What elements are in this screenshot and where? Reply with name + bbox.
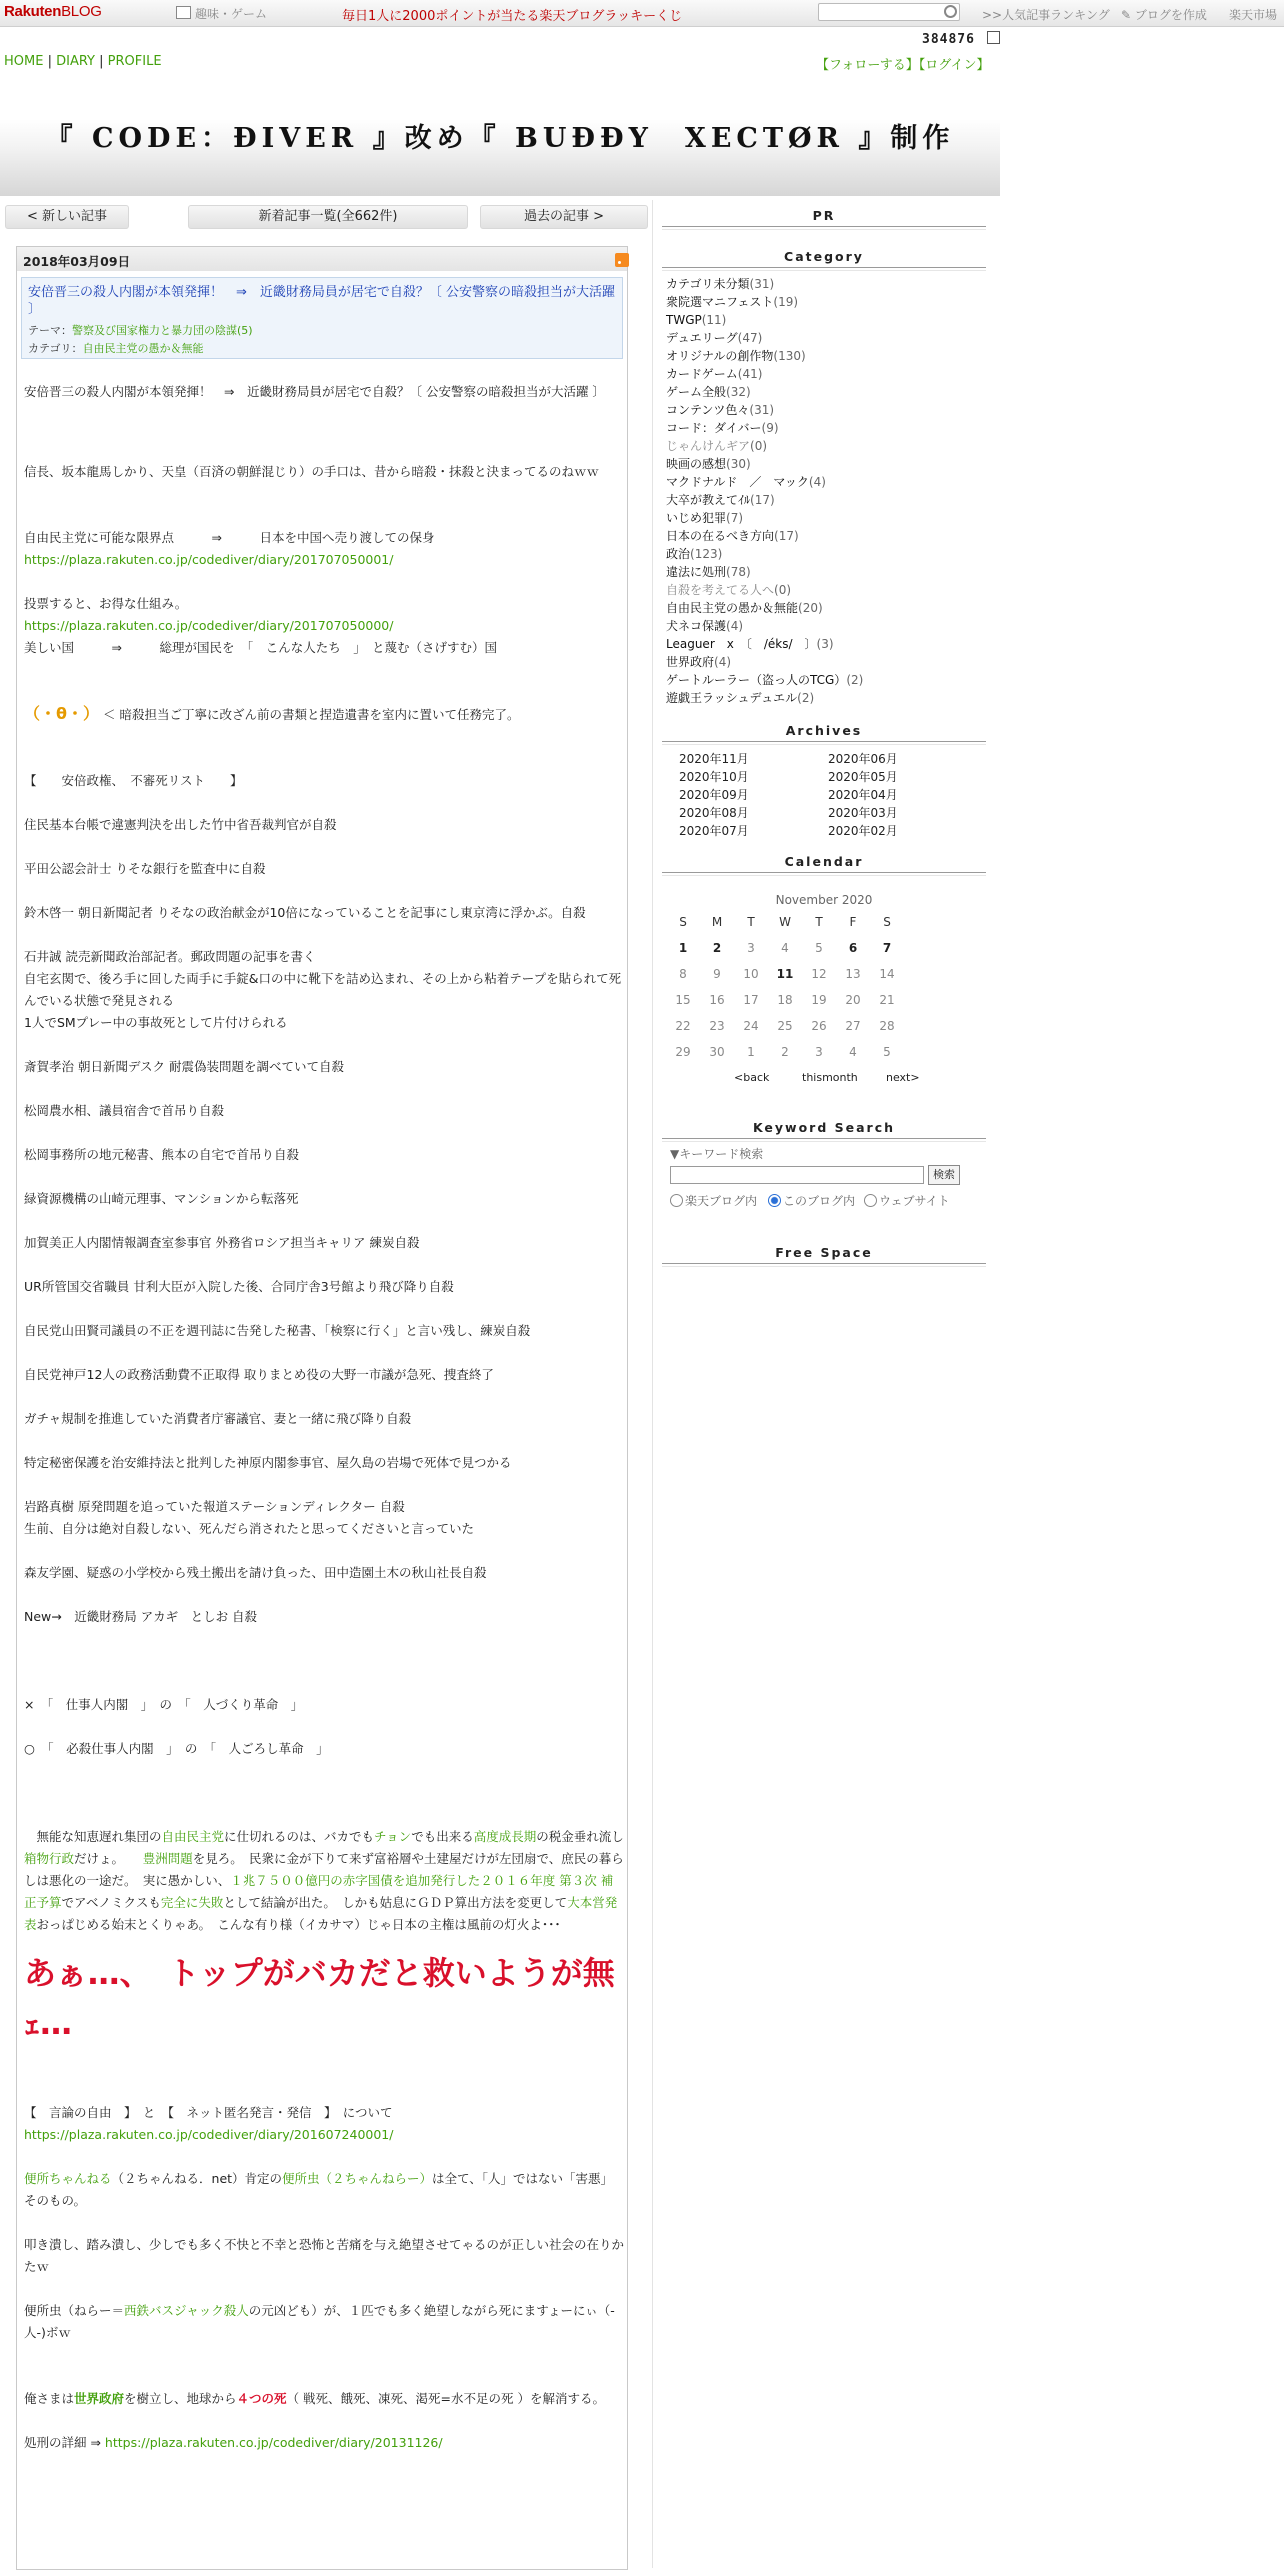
- category-item[interactable]: [666, 635, 863, 653]
- calendar-day: 5: [883, 1045, 891, 1059]
- category-link[interactable]: デュエリーグ: [666, 331, 738, 345]
- rakuten-blog-logo[interactable]: [4, 3, 102, 20]
- hobby-games-link[interactable]: [176, 5, 267, 22]
- calendar-next-link[interactable]: next>: [886, 1071, 920, 1084]
- calendar-back-link[interactable]: <back: [734, 1071, 770, 1084]
- category-item[interactable]: [666, 527, 863, 545]
- radio-circle[interactable]: [864, 1194, 877, 1207]
- category-link[interactable]: コード：ダイバー: [666, 421, 762, 435]
- list-item: 自民党山田賢司議員の不正を週刊誌に告発した秘書、「検察に行く」と言い残し、練炭自殺: [24, 1323, 531, 1338]
- calendar-day: 15: [675, 993, 691, 1007]
- site-title[interactable]: 『 CODE：ĐIVER 』改め『 BUĐĐY XECTØR 』制作: [45, 123, 955, 154]
- category-heading: Category: [662, 249, 986, 268]
- list-item: UR所管国交省職員 甘利大臣が入院した後、合同庁舎3号館より飛び降り自殺: [24, 1279, 454, 1294]
- category-count: (11): [701, 313, 727, 327]
- list-item: 松岡事務所の地元秘書、熊本の自宅で首吊り自殺: [24, 1147, 300, 1162]
- list-item: 緑資源機構の山崎元理事、マンションから転落死: [24, 1191, 299, 1206]
- category-item[interactable]: [666, 347, 863, 365]
- inline-link[interactable]: 便所虫（２ちゃんねらー）: [282, 2171, 433, 2186]
- archive-link[interactable]: 2020年09月: [679, 788, 749, 802]
- category-count: (7): [726, 511, 744, 525]
- theme-label: テーマ：: [28, 324, 72, 337]
- category-count: (30): [726, 457, 751, 471]
- nav-home[interactable]: HOME: [4, 54, 44, 69]
- category-count: (47): [737, 331, 763, 345]
- hobby-label: 趣味・ゲーム: [195, 7, 268, 21]
- calendar-day: 16: [709, 993, 725, 1007]
- inline-link[interactable]: 西鉄バスジャック殺人: [124, 2303, 249, 2318]
- category-count: (4): [714, 655, 732, 669]
- category-link[interactable]: いじめ犯罪: [666, 511, 727, 525]
- list-item: 斎賀孝治 朝日新聞デスク 耐震偽装問題を調べていて自殺: [24, 1059, 344, 1074]
- category-item[interactable]: [666, 437, 863, 455]
- category-count: (19): [773, 295, 799, 309]
- category-item[interactable]: [666, 383, 863, 401]
- calendar-day: 5: [815, 941, 823, 955]
- category-item[interactable]: [666, 671, 863, 689]
- calendar-day: 10: [743, 967, 759, 981]
- calendar-weekday: S: [679, 915, 687, 929]
- calendar-weekday: T: [747, 915, 755, 929]
- diary-link[interactable]: https://plaza.rakuten.co.jp/codediver/diary/201707050001/: [24, 552, 394, 567]
- category-link[interactable]: 違法に処刑: [666, 565, 727, 579]
- calendar-weekday: M: [711, 915, 723, 929]
- inline-link[interactable]: １兆７５００億円の赤字国債を追加発行した２０１６年度 第３次 補正予算: [24, 1873, 614, 1910]
- make-blog-label: ブログを作成: [1134, 8, 1207, 22]
- category-count: (2): [846, 673, 864, 687]
- inline-link[interactable]: 高度成長期: [473, 1829, 537, 1844]
- archive-link[interactable]: 2020年07月: [679, 824, 749, 838]
- body-paragraph: 無能な知恵遅れ集団の自由民主党に仕切れるのは、バカでもチョンでも出来る高度成長期の税金垂れ流し箱物行政だけょ。 豊洲問題を見ろ。 民衆に金が下りて来ず富裕層や土建屋だけが左団扇で、庶民の暮らしは悪化の一途だ。 実に愚かしい、１兆７５００億円の赤字国債を追加発行した２０１６年度 第３次 補正予算でアベノミクスも完全に失敗として結論が出た。 しかも姑息にＧＤＰ算出方法を変更して大本営発表おっぱじめる始末とくりゃあ。 こんな有り様（イカサマ）じゃ日本の主権は風前の灯火よ･･･: [24, 1829, 624, 1932]
- archive-link[interactable]: 2020年05月: [828, 770, 898, 784]
- category-count: (32): [726, 385, 751, 399]
- category-item[interactable]: [666, 473, 863, 491]
- calendar-heading: Calendar: [662, 854, 986, 873]
- pencil-icon: ✎: [1121, 8, 1135, 22]
- body-text: 信長、坂本龍馬しかり、天皇（百済の朝鮮混じり）の手口は、昔から暗殺・抹殺と決まってるのねｗｗ: [24, 464, 600, 479]
- calendar-day: 26: [811, 1019, 827, 1033]
- nav-separator: |: [43, 54, 57, 69]
- calendar-day: 30: [709, 1045, 725, 1059]
- category-count: (3): [816, 637, 834, 651]
- list-item: 松岡農水相、議員宿舎で首吊り自殺: [24, 1103, 225, 1118]
- post-list-button[interactable]: 新着記事一覧(全662件): [188, 205, 468, 229]
- diary-link[interactable]: https://plaza.rakuten.co.jp/codediver/diary/20131126/: [104, 2435, 443, 2450]
- post-category: [28, 340, 204, 356]
- category-count: (0): [750, 439, 768, 453]
- category-link[interactable]: 世界政府: [666, 655, 715, 669]
- category-count: (9): [761, 421, 779, 435]
- follow-button[interactable]: 【フォローする】: [816, 58, 919, 73]
- body-text: 自由民主党に可能な限界点 ⇒ 日本を中国へ売り渡しての保身: [24, 530, 435, 545]
- calendar-weekday: W: [779, 915, 791, 929]
- list-item: 自民党神戸12人の政務活動費不正取得 取りまとめ役の大野一市議が急死、捜査終了: [24, 1367, 494, 1382]
- category-count: (2): [797, 691, 815, 705]
- calendar-day[interactable]: 7: [882, 941, 892, 955]
- category-count: (78): [726, 565, 751, 579]
- list-item: New→ 近畿財務局 アカギ としお 自殺: [24, 1609, 258, 1624]
- category-link[interactable]: 自由民主党の愚か＆無能: [666, 601, 799, 615]
- post-header: [21, 277, 623, 359]
- category-item[interactable]: [666, 617, 863, 635]
- face-emoticon: （・θ・）: [24, 704, 99, 723]
- category-item[interactable]: [666, 311, 863, 329]
- logo-sub: BLOG: [61, 3, 102, 20]
- category-link[interactable]: ゲートルーラー（盗っ人のTCG）: [666, 673, 847, 687]
- category-count: (130): [773, 349, 806, 363]
- archive-link[interactable]: 2020年03月: [828, 806, 898, 820]
- category-count: (123): [690, 547, 723, 561]
- external-window-icon[interactable]: [987, 31, 1000, 44]
- calendar-day: 9: [713, 967, 721, 981]
- older-post-button[interactable]: 過去の記事 >: [480, 205, 648, 229]
- list-item: 平田公認会計士 りそな銀行を監査中に自殺: [24, 861, 266, 876]
- keyword-search-heading: Keyword Search: [662, 1120, 986, 1139]
- list-item: 森友学園、疑惑の小学校から残土搬出を請け負った、田中造園土木の秋山社長自殺: [24, 1565, 487, 1580]
- calendar-day: 29: [675, 1045, 691, 1059]
- list-heading: 【 安倍政権、 不審死リスト 】: [24, 773, 243, 788]
- archive-link[interactable]: 2020年10月: [679, 770, 749, 784]
- rss-icon[interactable]: [615, 253, 629, 267]
- category-link[interactable]: 遊戯王ラッシュデュエル: [666, 691, 798, 705]
- calendar-day: 3: [815, 1045, 823, 1059]
- body-text: ○ 「 必殺仕事人内閣 」 の 「 人ごろし革命 」: [24, 1741, 329, 1756]
- calendar-day: 20: [845, 993, 861, 1007]
- post-body: [24, 381, 624, 2454]
- calendar-day: 17: [743, 993, 759, 1007]
- list-item: ガチャ規制を推進していた消費者庁審議官、妻と一緒に飛び降り自殺: [24, 1411, 412, 1426]
- category-count: (4): [808, 475, 826, 489]
- top-search-input[interactable]: [818, 3, 960, 21]
- category-count: (20): [798, 601, 823, 615]
- category-count: (41): [737, 367, 763, 381]
- keyword-search-input[interactable]: [670, 1166, 924, 1184]
- emphasis-heading: あぁ…、 トップがバカだと救いようが無ｪ…: [24, 1954, 615, 2042]
- category-item[interactable]: [666, 365, 863, 383]
- popular-ranking-link[interactable]: >>人気記事ランキング: [982, 8, 1110, 22]
- category-item[interactable]: [666, 599, 863, 617]
- category-icon: [176, 6, 191, 19]
- category-item[interactable]: [666, 293, 863, 311]
- body-paragraph: 便所虫（ねらー＝西鉄バスジャック殺人の元凶ども）が、１匹でも多く絶望しながら死にますょーにぃ（-人-)ボｗ: [24, 2303, 615, 2340]
- calendar-day: 23: [709, 1019, 725, 1033]
- archive-link[interactable]: 2020年11月: [679, 752, 749, 766]
- list-item: 加賀美正人内閣情報調査室参事官 外務省ロシア担当キャリア 練炭自殺: [24, 1235, 420, 1250]
- top-bar: [0, 0, 1284, 27]
- post-date: 2018年03月09日: [23, 254, 131, 269]
- calendar-day: 8: [679, 967, 687, 981]
- header-banner: [0, 78, 1000, 196]
- calendar-day: 18: [777, 993, 793, 1007]
- list-item: 石井誠 読売新聞政治部記者。郵政問題の記事を書く: [24, 949, 316, 964]
- category-count: (31): [749, 277, 775, 291]
- calendar-weekday: S: [883, 915, 891, 929]
- calendar-day: 4: [781, 941, 789, 955]
- nav-diary[interactable]: DIARY: [56, 54, 95, 69]
- calendar-day[interactable]: 11: [776, 967, 794, 981]
- calendar-day[interactable]: 6: [848, 941, 858, 955]
- body-text: 投票すると、お得な仕組み。: [24, 596, 188, 611]
- category-item[interactable]: [666, 275, 863, 293]
- inline-link[interactable]: 完全に失敗: [160, 1895, 224, 1910]
- category-link[interactable]: マクドナルド ／ マック: [666, 475, 809, 489]
- calendar-day: 14: [879, 967, 895, 981]
- body-text: × 「 仕事人内閣 」 の 「 人づくり革命 」: [24, 1697, 304, 1712]
- category-item[interactable]: [666, 653, 863, 671]
- list-item: 鈴木啓一 朝日新聞記者 りそなの政治献金が10倍になっていることを記事にし東京湾に浮かぶ。自殺: [24, 905, 586, 920]
- radio-website[interactable]: ウェブサイト: [864, 1192, 950, 1209]
- calendar-day: 1: [747, 1045, 755, 1059]
- category-item[interactable]: [666, 581, 863, 599]
- category-item[interactable]: [666, 563, 863, 581]
- list-item: 1人でSMプレー中の事故死として片付けられる: [24, 1015, 288, 1030]
- post-title[interactable]: 安倍晋三の殺人内閣が本領発揮！ ⇒ 近畿財務局員が居宅で自殺？〔 公安警察の暗殺担当が大活躍 〕: [28, 285, 616, 317]
- column-divider: [652, 200, 653, 2568]
- make-blog-link[interactable]: [1121, 6, 1207, 23]
- category-count: (4): [726, 619, 744, 633]
- list-item: 住民基本台帳で違憲判決を出した竹中省吾裁判官が自殺: [24, 817, 337, 832]
- theme-link[interactable]: 警察及び国家権力と暴力団の陰謀(5): [72, 324, 253, 337]
- calendar-day: 28: [879, 1019, 895, 1033]
- archive-link[interactable]: 2020年02月: [828, 824, 898, 838]
- list-item: 生前、自分は絶対自殺しない、死んだら消されたと思ってくださいと言っていた: [24, 1521, 475, 1536]
- diary-link[interactable]: https://plaza.rakuten.co.jp/codediver/diary/201707050000/: [24, 618, 394, 633]
- keyword-search-toggle[interactable]: ▼キーワード検索: [670, 1147, 764, 1161]
- category-link[interactable]: 衆院選マニフェスト: [666, 295, 774, 309]
- calendar-day: 2: [781, 1045, 789, 1059]
- body-text: 安倍晋三の殺人内閣が本領発揮！ ⇒ 近畿財務局員が居宅で自殺？〔 公安警察の暗殺担当が大活躍 〕: [24, 384, 605, 399]
- category-link[interactable]: 映画の感想: [666, 457, 727, 471]
- post-article: [16, 246, 628, 2570]
- body-paragraph: 処刑の詳細 ⇒ https://plaza.rakuten.co.jp/codediver/diary/20131126/: [24, 2435, 443, 2450]
- category-link[interactable]: Leaguer x 〔 /éks/ 〕: [666, 637, 817, 651]
- list-item: 自宅玄関で、後ろ手に回した両手に手錠&口の中に靴下を詰め込まれ、その上から粘着テープを貼られて死んでいる状態で発見される: [24, 971, 622, 1008]
- body-text: 叩き潰し、踏み潰し、少しでも多く不快と不幸と恐怖と苦痛を与え絶望させてゃるのが正しい社会の在りかたｗ: [24, 2237, 625, 2274]
- archive-link[interactable]: 2020年06月: [828, 752, 898, 766]
- archive-link[interactable]: 2020年08月: [679, 806, 749, 820]
- category-link[interactable]: 政治: [666, 547, 691, 561]
- nav-profile[interactable]: PROFILE: [107, 54, 162, 69]
- calendar-day[interactable]: 1: [678, 941, 688, 955]
- category-link[interactable]: TWGP: [666, 313, 702, 327]
- rakuten-market-link[interactable]: 楽天市場: [1229, 8, 1278, 22]
- radio-circle-selected[interactable]: [768, 1194, 781, 1207]
- category-count: (17): [750, 493, 775, 507]
- radio-circle[interactable]: [670, 1194, 683, 1207]
- calendar-day[interactable]: 2: [712, 941, 722, 955]
- calendar-day: 12: [811, 967, 827, 981]
- emphasis-text: 世界政府: [74, 2391, 125, 2406]
- body-paragraph: 便所ちゃんねる（２ちゃんねる．net）肯定の便所虫（２ちゃんねらー）は全て、「人」ではない「害悪」そのもの。: [24, 2171, 614, 2208]
- category-link[interactable]: コンテンツ色々: [666, 403, 750, 417]
- category-list: [666, 275, 863, 707]
- keyword-search-button[interactable]: 検索: [928, 1165, 960, 1185]
- inline-link[interactable]: チョン: [374, 1829, 412, 1844]
- category-link[interactable]: 自由民主党の愚か＆無能: [82, 342, 204, 355]
- post-date-bar: [17, 247, 627, 271]
- search-icon[interactable]: [944, 5, 957, 18]
- calendar-day: 24: [743, 1019, 759, 1033]
- calendar-day: 21: [879, 993, 895, 1007]
- blog-nav: [4, 54, 162, 69]
- inline-link[interactable]: 大本営発表: [24, 1895, 618, 1932]
- body-paragraph: 俺さまは世界政府を樹立し、地球から４つの死（ 戦死、餓死、凍死、渇死=水不足の死 ）を解消する。: [24, 2391, 605, 2406]
- radio-this-blog[interactable]: このブログ内: [768, 1192, 855, 1209]
- body-text: [24, 703, 624, 726]
- category-item[interactable]: [666, 689, 863, 707]
- calendar-day: 22: [675, 1019, 691, 1033]
- nav-separator: |: [95, 54, 108, 69]
- category-item[interactable]: [666, 329, 863, 347]
- category-item[interactable]: [666, 509, 863, 527]
- category-item[interactable]: [666, 491, 863, 509]
- inline-link[interactable]: 便所ちゃんねる: [24, 2171, 112, 2186]
- category-link[interactable]: ゲーム全般: [666, 385, 727, 399]
- login-button[interactable]: 【ログイン】: [918, 58, 990, 73]
- calendar-thismonth-link[interactable]: thismonth: [802, 1071, 858, 1084]
- list-item: 岩路真樹 原発問題を追っていた報道ステーションディレクター 自殺: [24, 1499, 405, 1514]
- calendar-day: 27: [845, 1019, 861, 1033]
- category-item[interactable]: [666, 419, 863, 437]
- category-link[interactable]: カテゴリ未分類: [666, 277, 750, 291]
- inline-link[interactable]: 箱物行政: [24, 1851, 75, 1866]
- diary-link[interactable]: https://plaza.rakuten.co.jp/codediver/diary/201607240001/: [24, 2127, 394, 2142]
- category-count: (31): [749, 403, 775, 417]
- free-space-heading: Free Space: [662, 1245, 986, 1264]
- category-count: (17): [774, 529, 799, 543]
- pr-heading: PR: [662, 208, 986, 227]
- category-link[interactable]: 日本の在るべき方向: [666, 529, 775, 543]
- body-text: 美しい国 ⇒ 総理が国民を 「 こんな人たち 」 と蔑む（さげすむ）国: [24, 640, 497, 655]
- category-link[interactable]: 自殺を考えてる人へ: [666, 583, 775, 597]
- category-item[interactable]: [666, 455, 863, 473]
- account-nav: [816, 54, 990, 73]
- inline-link[interactable]: 豊洲問題: [142, 1851, 193, 1866]
- list-item: 特定秘密保護を治安維持法と批判した神原内閣参事官、屋久島の岩場で死体で見つかる: [24, 1455, 512, 1470]
- archive-link[interactable]: 2020年04月: [828, 788, 898, 802]
- body-text: 【 言論の自由 】 と 【 ネット匿名発言・発信 】 について: [24, 2105, 393, 2120]
- calendar-month: November 2020: [775, 893, 873, 907]
- category-link[interactable]: オリジナルの創作物: [666, 349, 774, 363]
- radio-rakuten-blog[interactable]: 楽天ブログ内: [670, 1192, 757, 1209]
- category-link[interactable]: 大卒が教えてｲﾙ: [666, 493, 751, 507]
- calendar-day: 19: [811, 993, 827, 1007]
- calendar-weekday: T: [815, 915, 823, 929]
- category-count: (0): [774, 583, 792, 597]
- calendar-day: 3: [747, 941, 755, 955]
- calendar-weekday: F: [849, 915, 857, 929]
- calendar-day: 4: [849, 1045, 857, 1059]
- access-counter: 384876: [922, 32, 975, 47]
- lucky-lottery-link[interactable]: 毎日1人に2000ポイントが当たる楽天ブログラッキーくじ: [342, 9, 683, 24]
- body-text: ＜ 暗殺担当ご丁寧に改ざん前の書類と捏造遺書を室内に置いて任務完了。: [102, 707, 520, 722]
- category-item[interactable]: [666, 401, 863, 419]
- calendar-day: 13: [845, 967, 861, 981]
- post-theme: [28, 322, 253, 338]
- category-link[interactable]: 犬ネコ保護: [666, 619, 727, 633]
- category-label: カテゴリ：: [28, 342, 83, 355]
- emphasis-text: ４つの死: [236, 2391, 287, 2406]
- archives-heading: Archives: [662, 723, 986, 742]
- logo-main: Rakuten: [4, 3, 62, 20]
- newer-post-button[interactable]: < 新しい記事: [5, 205, 129, 229]
- inline-link[interactable]: 自由民主党: [161, 1829, 225, 1844]
- category-link[interactable]: じゃんけんギア: [666, 439, 751, 453]
- category-link[interactable]: カードゲーム: [666, 367, 738, 381]
- calendar-day: 25: [777, 1019, 793, 1033]
- category-item[interactable]: [666, 545, 863, 563]
